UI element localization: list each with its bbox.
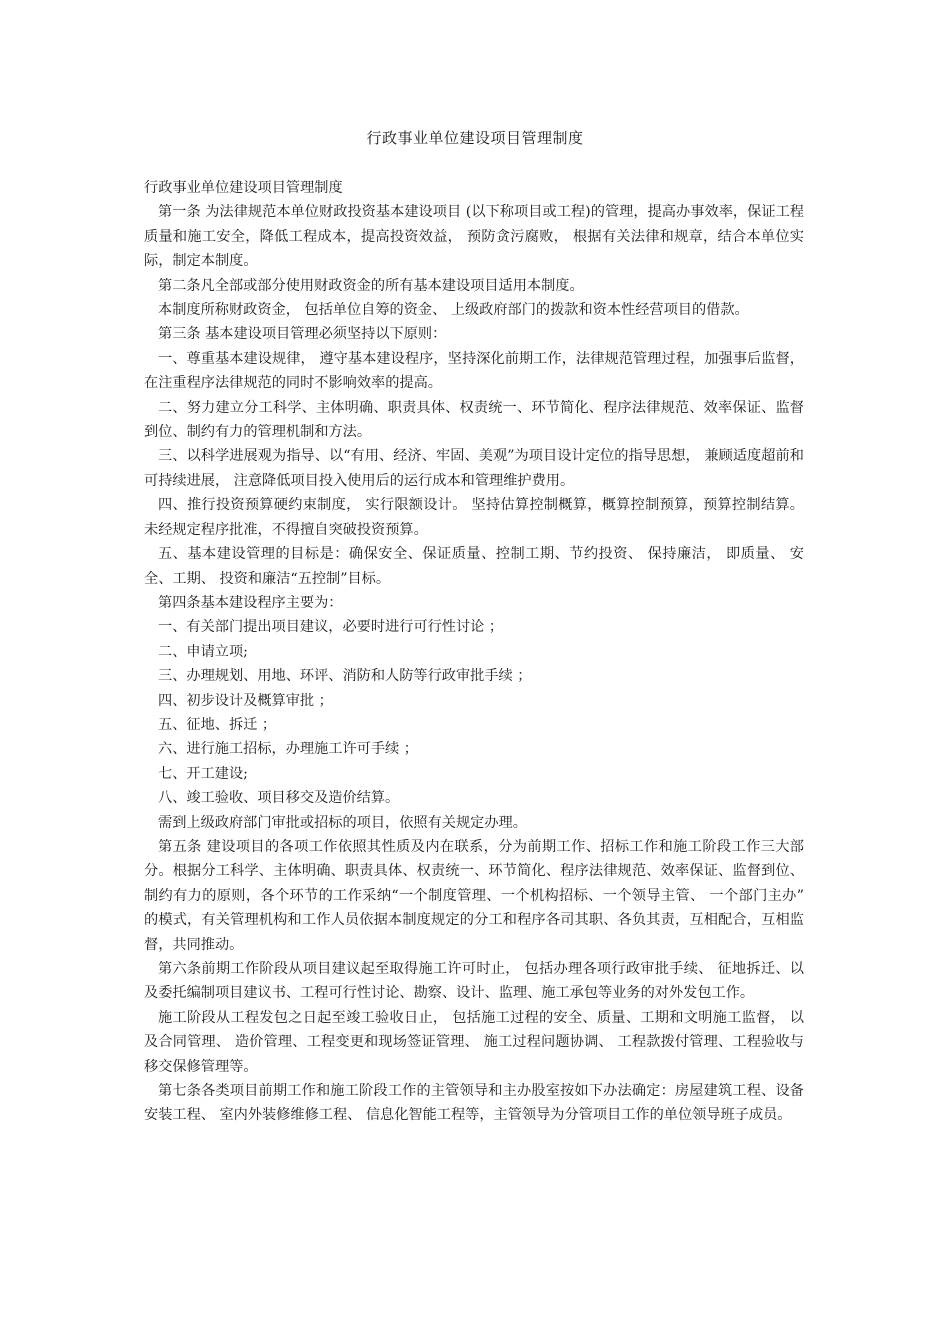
paragraph: 本制度所称财政资金， 包括单位自筹的资金、 上级政府部门的拨款和资本性经营项目的借款。: [158, 302, 749, 319]
page-title: 行政事业单位建设项目管理制度: [366, 129, 584, 147]
paragraph: 八、竣工验收、项目移交及造价结算。: [158, 790, 400, 807]
paragraph: 第二条凡全部或部分使用财政资金的所有基本建设项目适用本制度。: [158, 277, 584, 294]
body-heading: 行政事业单位建设项目管理制度: [144, 180, 343, 196]
paragraph: 四、推行投资预算硬约束制度， 实行限额设计。 坚持估算控制概算，概算控制预算，预算控制结算。未经规定程序批准，不得擅自突破投资预算。: [144, 497, 804, 538]
paragraph: 六、进行施工招标，办理施工许可手续 ；: [158, 741, 418, 758]
paragraph: 七、开工建设;: [158, 765, 248, 782]
paragraph: 第三条 基本建设项目管理必须坚持以下原则：: [158, 326, 447, 343]
paragraph: 二、申请立项;: [158, 643, 248, 660]
paragraph: 二、努力建立分工科学、主体明确、职责具体、权责统一、环节简化、程序法律规范、效率保证、监督到位、制约有力的管理机制和方法。: [144, 399, 804, 441]
paragraph: 一、尊重基本建设规律， 遵守基本建设程序，坚持深化前期工作，法律规范管理过程，加强事后监督， 在注重程序法律规范的同时不影响效率的提高。: [144, 350, 804, 392]
paragraph: 第一条 为法律规范本单位财政投资基本建设项目 (以下称项目或工程)的管理，提高办事效率，保证工程质量和施工安全，降低工程成本，提高投资效益， 预防贪污腐败， 根据有关法律和规章，结合本单位实际，制定本制度。: [144, 204, 804, 270]
document-body: [144, 176, 804, 1128]
paragraph: 第七条各类项目前期工作和施工阶段工作的主管领导和主办股室按如下办法确定：房屋建筑工程、设备安装工程、 室内外装修维修工程、 信息化智能工程等，主管领导为分管项目工作的单位领导班子成员。: [144, 1083, 804, 1124]
paragraph: 三、办理规划、用地、环评、消防和人防等行政审批手续 ；: [158, 668, 532, 685]
paragraph: 四、初步设计及概算审批 ；: [158, 692, 333, 709]
paragraph: 需到上级政府部门审批或招标的项目，依照有关规定办理。: [158, 814, 527, 831]
paragraph: 施工阶段从工程发包之日起至竣工验收日止， 包括施工过程的安全、质量、工期和文明施工监督， 以及合同管理、 造价管理、工程变更和现场签证管理、 施工过程问题协调、 工程款拨付管理、工程验收与移交保修管理等。: [144, 1009, 804, 1075]
paragraph: 第五条 建设项目的各项工作依照其性质及内在联系，分为前期工作、招标工作和施工阶段工作三大部分。根据分工科学、主体明确、职责具体、权责统一、环节简化、程序法律规范、效率保证、监督到位、制约有力的原则，各个环节的工作采纳“一个制度管理、一个机构招标、一个领导主管、 一个部门主办” 的模式，有关管理机构和工作人员依据本制度规定的分工和程序各司其职、各负其责，互相配合，互相监督，共同推动。: [144, 838, 804, 953]
paragraph: 三、以科学进展观为指导、以“有用、经济、牢固、美观”为项目设计定位的指导思想， 兼顾适度超前和可持续进展， 注意降低项目投入使用后的运行成本和管理维护费用。: [144, 448, 804, 489]
paragraph: 五、征地、拆迁 ；: [158, 716, 277, 733]
paragraph: 第四条基本建设程序主要为：: [158, 594, 343, 611]
paragraph: 一、有关部门提出项目建议，必要时进行可行性讨论 ；: [158, 619, 504, 636]
paragraph: 第六条前期工作阶段从项目建议起至取得施工许可时止， 包括办理各项行政审批手续、 征地拆迁、以及委托编制项目建议书、工程可行性讨论、勘察、设计、监理、施工承包等业务的对外发包工作。: [144, 961, 804, 1002]
paragraph: 五、基本建设管理的目标是：确保安全、保证质量、控制工期、节约投资、 保持廉洁， 即质量、 安全、工期、 投资和廉洁“五控制”目标。: [144, 546, 804, 587]
